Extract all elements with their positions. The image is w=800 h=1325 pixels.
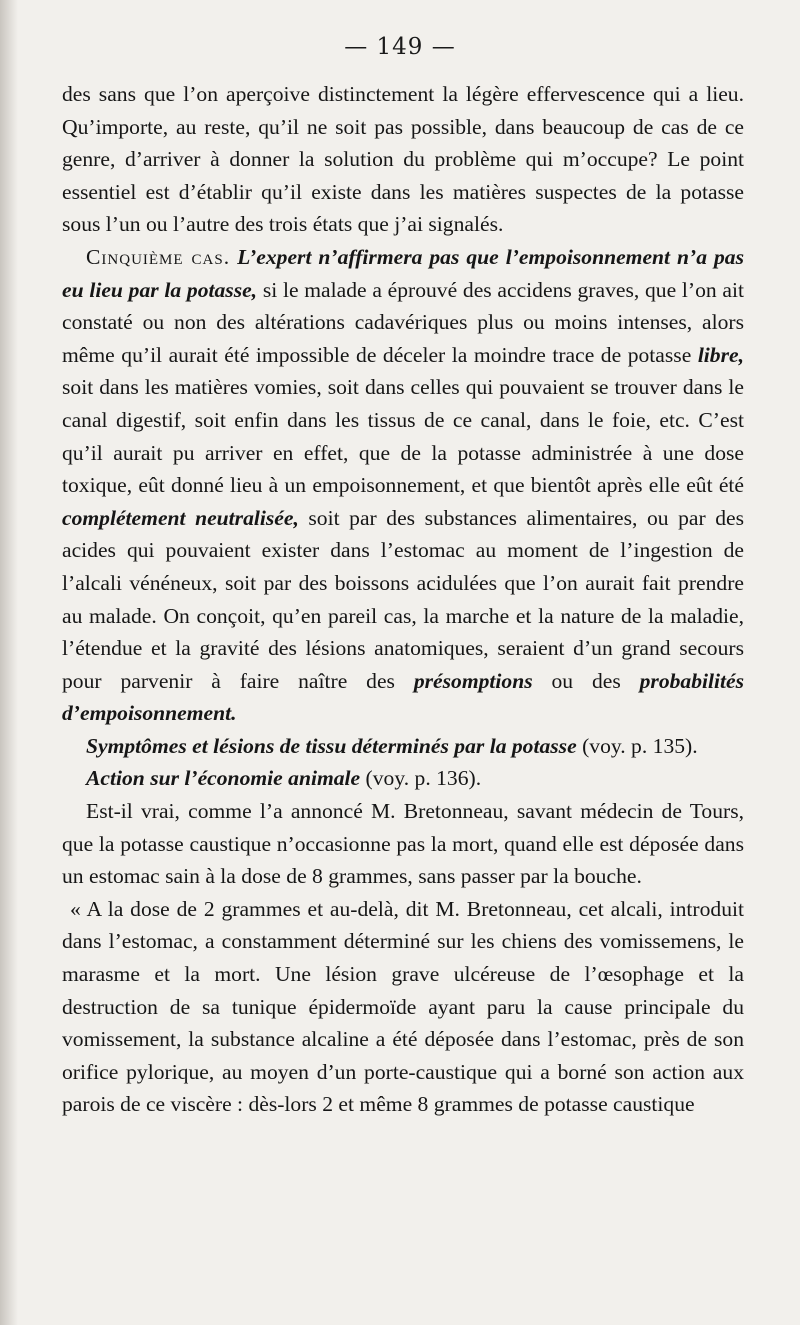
term-probabilites: probabilités d’empoisonnement. xyxy=(62,668,744,726)
action-ref: (voy. p. 136). xyxy=(365,766,482,791)
case-text-d: ou des xyxy=(551,668,621,693)
case-heading: Cinquième cas. xyxy=(86,244,231,269)
paragraph-continuation: des sans que l’on aperçoive distinctement la légère effervescence qui a lieu. Qu’importe, au reste, qu’il ne soit pas possible, dans beaucoup de cas de ce genre, d’arriver à donner la solution du problème qui m’occupe? Le point essentiel est d’établir qu’il existe dans les matières suspectes de la potasse sous l’un ou l’autre des trois états que j’ai signalés. xyxy=(62,82,744,237)
body-text xyxy=(62,78,744,1121)
case-text-c: soit par des substances alimentaires, ou par des acides qui pouvaient exister dans l’estomac au moment de l’ingestion de l’alcali vénéneux, soit par des boissons acidulées que l’on aurait fait prendre au malade. On conçoit, qu’en pareil cas, la marche et la nature de la maladie, l’étendue et la gravité des lésions anatomiques, seraient d’un grand secours pour parvenir à faire naître des xyxy=(62,505,744,693)
case-statement: L’expert n’affirmera pas que l’empoisonnement n’a pas eu lieu par la potasse, xyxy=(62,244,744,302)
quotation-bretonneau: « A la dose de 2 grammes et au-delà, dit M. Bretonneau, cet alcali, introduit dans l’estomac, a constamment déterminé sur les chiens des vomissemens, le marasme et la mort. Une lésion grave ulcéreuse de l’œsophage et la destruction de sa tunique épidermoïde ayant paru la cause principale du vomissement, la substance alcaline a été déposée dans l’estomac, près de son orifice pylorique, au moyen d’un porte-caustique qui a borné son action aux parois de ce viscère : dès-lors 2 et même 8 grammes de potasse caustique xyxy=(62,896,744,1117)
paragraph-symptoms xyxy=(62,730,744,763)
term-libre: libre, xyxy=(697,342,744,367)
paragraph-fifth-case xyxy=(62,241,744,730)
case-text-b: soit dans les matières vomies, soit dans celles qui pouvaient se trouver dans le canal digestif, soit enfin dans les tissus de ce canal, dans le foie, etc. C’est qu’il aurait pu arriver en effet, que de la potasse administrée à une dose toxique, eût donné lieu à un empoisonnement, et que bientôt après elle eût été xyxy=(62,375,744,498)
term-neutralisee: complétement neutralisée, xyxy=(62,505,299,530)
page-gutter-shadow xyxy=(0,0,18,1325)
action-title: Action sur l’économie animale xyxy=(86,766,361,791)
symptoms-ref: (voy. p. 135). xyxy=(582,733,698,758)
paragraph-action xyxy=(62,762,744,795)
page-number: — 149 — xyxy=(344,34,456,60)
case-text-a: si le malade a éprouvé des accidens graves, que l’on ait constaté ou non des altérations cadavériques plus ou moins intenses, alors même qu’il aurait été impossible de déceler la moindre trace de potasse xyxy=(62,277,744,367)
paragraph-question: Est-il vrai, comme l’a annoncé M. Bretonneau, savant médecin de Tours, que la potasse caustique n’occasionne pas la mort, quand elle est déposée dans un estomac sain à la dose de 8 grammes, sans passer par la bouche. xyxy=(62,799,744,889)
symptoms-title: Symptômes et lésions de tissu déterminés par la potasse xyxy=(86,733,577,758)
term-presomptions: présomptions xyxy=(413,668,533,693)
